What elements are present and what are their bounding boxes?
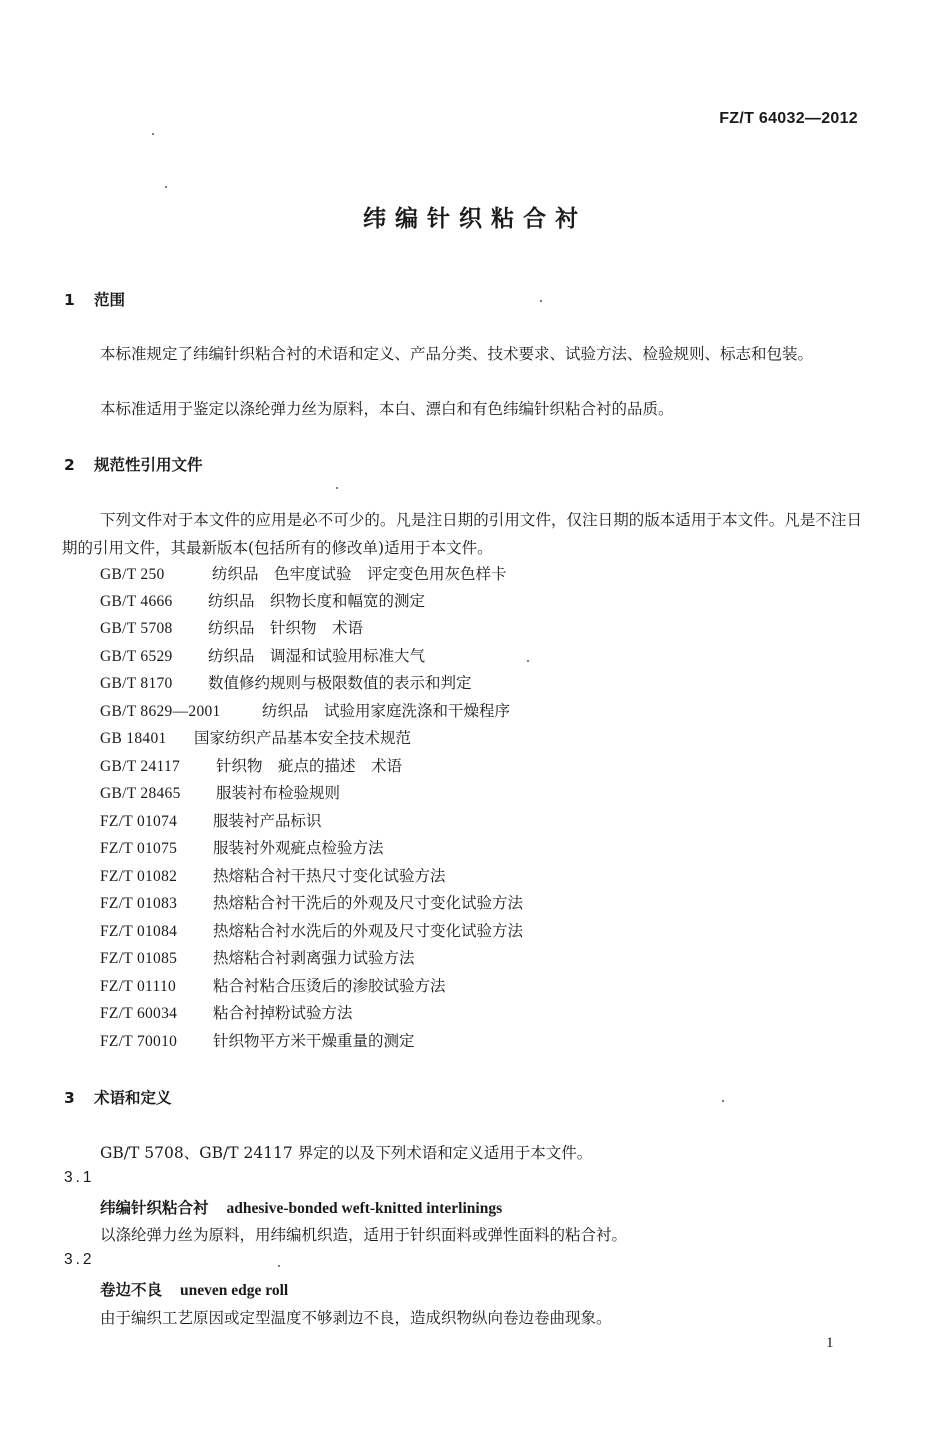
- reference-code: FZ/T 70010: [100, 1033, 178, 1050]
- reference-item: [100, 1000, 353, 1027]
- reference-code: GB/T 28465: [100, 785, 181, 802]
- reference-title: 服装衬布检验规则: [216, 784, 341, 802]
- scan-speck: [336, 487, 338, 489]
- section-3-heading: [64, 1086, 172, 1108]
- reference-title: 粘合衬掉粉试验方法: [213, 1004, 353, 1022]
- reference-code: FZ/T 01082: [100, 868, 178, 885]
- reference-item: [100, 1028, 415, 1055]
- reference-title: 热熔粘合衬剥离强力试验方法: [213, 949, 415, 967]
- reference-item: [100, 698, 510, 725]
- reference-item: [100, 945, 415, 972]
- reference-item: [100, 561, 507, 588]
- section-title: 范围: [94, 291, 126, 309]
- reference-title: 热熔粘合衬水洗后的外观及尺寸变化试验方法: [213, 922, 524, 940]
- reference-code: FZ/T 01074: [100, 813, 178, 830]
- reference-code: GB/T 4666: [100, 593, 173, 610]
- reference-title: 热熔粘合衬干热尺寸变化试验方法: [213, 867, 446, 885]
- reference-item: [100, 973, 446, 1000]
- section-1-paragraph-2: 本标准适用于鉴定以涤纶弹力丝为原料，本白、漂白和有色纬编针织粘合衬的品质。: [100, 400, 674, 418]
- section-title: 术语和定义: [94, 1089, 172, 1107]
- document-title: 纬编针织粘合衬: [363, 206, 587, 232]
- section-2-heading: [64, 453, 203, 475]
- reference-title: 服装衬产品标识: [213, 812, 322, 830]
- reference-item: [100, 615, 363, 642]
- reference-item: [100, 890, 523, 917]
- reference-code: FZ/T 01085: [100, 950, 178, 967]
- scan-speck: [527, 660, 529, 662]
- term-number: 3.1: [64, 1169, 95, 1186]
- standard-number: FZ/T 64032—2012: [719, 110, 858, 127]
- reference-item: [100, 588, 425, 615]
- reference-item: [100, 835, 384, 862]
- reference-code: FZ/T 01075: [100, 840, 178, 857]
- reference-title: 纺织品 针织物 术语: [208, 619, 364, 637]
- reference-title: 针织物平方米干燥重量的测定: [213, 1032, 415, 1050]
- section-2-intro: 下列文件对于本文件的应用是必不可少的。凡是注日期的引用文件，仅注日期的版本适用于本文件。凡是不注日期的引用文件，其最新版本(包括所有的修改单)适用于本文件。: [62, 511, 862, 557]
- reference-title: 纺织品 色牢度试验 评定变色用灰色样卡: [212, 565, 507, 583]
- section-1-paragraph-1: 本标准规定了纬编针织粘合衬的术语和定义、产品分类、技术要求、试验方法、检验规则、标志和包装。: [100, 345, 814, 363]
- term-english: uneven edge roll: [180, 1282, 289, 1299]
- section-number: 2: [64, 456, 75, 474]
- reference-item: [100, 780, 340, 807]
- reference-title: 纺织品 调湿和试验用标准大气: [208, 647, 426, 665]
- reference-code: GB/T 8629—2001: [100, 703, 221, 720]
- reference-code: FZ/T 01110: [100, 978, 177, 995]
- reference-title: 纺织品 织物长度和幅宽的测定: [208, 592, 426, 610]
- scan-speck: [278, 1265, 280, 1267]
- reference-code: GB/T 8170: [100, 675, 173, 692]
- section-title: 规范性引用文件: [94, 456, 203, 474]
- term-heading: [100, 1278, 288, 1300]
- term-number: 3.2: [64, 1251, 95, 1268]
- reference-code: GB/T 6529: [100, 648, 173, 665]
- reference-title: 国家纺织产品基本安全技术规范: [194, 729, 412, 747]
- reference-item: [100, 670, 472, 697]
- reference-item: [100, 918, 523, 945]
- reference-code: FZ/T 01084: [100, 923, 178, 940]
- page-number: 1: [826, 1335, 834, 1351]
- scan-speck: [540, 300, 542, 302]
- reference-title: 纺织品 试验用家庭洗涤和干燥程序: [262, 702, 511, 720]
- reference-title: 粘合衬粘合压烫后的渗胶试验方法: [213, 977, 446, 995]
- reference-item: [100, 863, 446, 890]
- scan-speck: [165, 186, 167, 188]
- reference-code: FZ/T 01083: [100, 895, 178, 912]
- term-definition: 以涤纶弹力丝为原料，用纬编机织造，适用于针织面料或弹性面料的粘合衬。: [100, 1226, 628, 1244]
- reference-title: 服装衬外观疵点检验方法: [213, 839, 384, 857]
- reference-item: [100, 725, 411, 752]
- term-english: adhesive-bonded weft-knitted interlinings: [226, 1200, 503, 1217]
- reference-title: 针织物 疵点的描述 术语: [216, 757, 403, 775]
- reference-item: [100, 808, 322, 835]
- reference-title: 数值修约规则与极限数值的表示和判定: [208, 674, 472, 692]
- reference-code: GB/T 250: [100, 566, 165, 583]
- reference-code: FZ/T 60034: [100, 1005, 178, 1022]
- scan-speck: [152, 133, 154, 135]
- term-heading: [100, 1196, 502, 1218]
- term-chinese: 卷边不良: [100, 1281, 163, 1299]
- section-number: 3: [64, 1089, 75, 1107]
- scan-speck: [722, 1100, 724, 1102]
- section-3-intro: GB/T 5708、GB/T 24117 界定的以及下列术语和定义适用于本文件。: [100, 1144, 593, 1162]
- term-definition: 由于编织工艺原因或定型温度不够剥边不良，造成织物纵向卷边卷曲现象。: [100, 1309, 612, 1327]
- reference-item: [100, 753, 402, 780]
- section-number: 1: [64, 291, 75, 309]
- section-1-heading: [64, 288, 125, 310]
- reference-item: [100, 643, 425, 670]
- reference-title: 热熔粘合衬干洗后的外观及尺寸变化试验方法: [213, 894, 524, 912]
- reference-code: GB/T 24117: [100, 758, 181, 775]
- reference-code: GB 18401: [100, 730, 167, 747]
- term-chinese: 纬编针织粘合衬: [100, 1199, 209, 1217]
- reference-code: GB/T 5708: [100, 620, 173, 637]
